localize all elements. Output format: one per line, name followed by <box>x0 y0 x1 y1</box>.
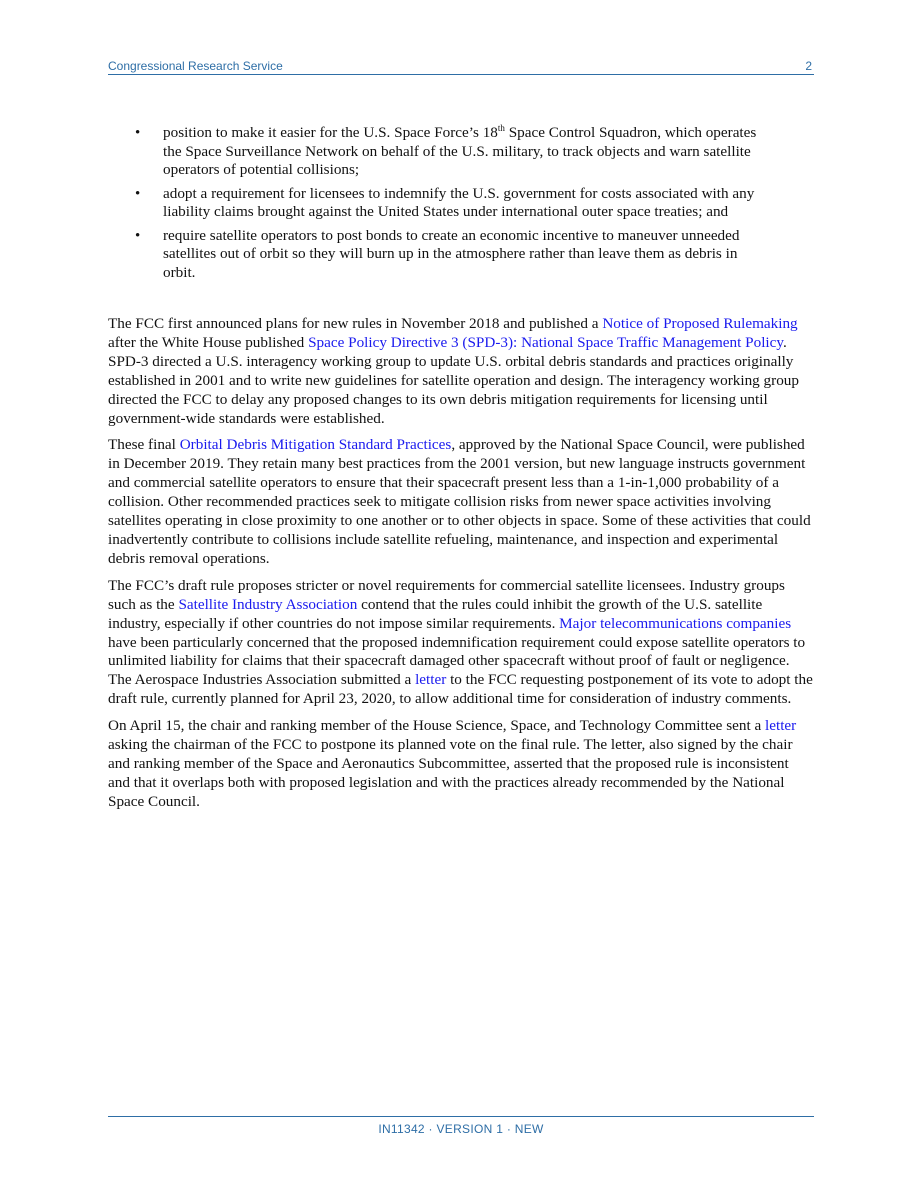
list-item <box>108 124 763 180</box>
paragraph-draft-rule <box>108 577 814 709</box>
bullet-text-part: Space Control Squadron, which operates the Space Surveillance Network on behalf of the U.S. military, to track objects and warn satellite operators of potential collisions; <box>163 124 757 178</box>
bullet-text: adopt a requirement for licensees to indemnify the U.S. government for costs associated with any liability claims brought against the United States under international outer space treaties; and <box>163 184 755 220</box>
page-header <box>108 58 814 75</box>
link-major-telecommunications-companies[interactable]: Major telecommunications companies <box>559 614 792 632</box>
page-number: 2 <box>805 59 812 73</box>
text-run: contend that the rules could inhibit the growth of the U.S. satellite industry, especially if other countries do not impose similar requirements. <box>108 595 763 632</box>
link-spd-3[interactable]: Space Policy Directive 3 (SPD-3): National Space Traffic Management Policy <box>308 333 783 351</box>
link-notice-of-proposed-rulemaking[interactable]: Notice of Proposed Rulemaking <box>602 315 798 332</box>
link-orbital-debris-practices[interactable]: Orbital Debris Mitigation Standard Practices <box>179 436 452 454</box>
list-item <box>108 185 763 222</box>
footer-report-id: IN11342 · VERSION 1 · NEW <box>378 1122 544 1136</box>
link-satellite-industry-association[interactable]: Satellite Industry Association <box>178 595 358 613</box>
text-run: after the White House published <box>108 333 309 351</box>
text-run: have been particularly concerned that the proposed indemnification requirement could expose satellite operators to unlimited liability for claims that their spacecraft damaged other spacecraft without proof of fault or negligence. The Aerospace Industries Association submitted a <box>108 633 806 689</box>
text-run: to the FCC requesting postponement of its vote to adopt the draft rule, currently planned for April 23, 2020, to allow additional time for consideration of industry comments. <box>108 671 813 708</box>
text-run: . SPD-3 directed a U.S. interagency working group to update U.S. orbital debris standards and practices originally established in 2001 and to write new guidelines for satellite operation and design. The interagency working group directed the FCC to delay any proposed changes to its own debris mitigation requirements for licensing until government-wide standards were established. <box>108 333 799 427</box>
text-run: asking the chairman of the FCC to postpone its planned vote on the final rule. The letter, also signed by the chair and ranking member of the Space and Aeronautics Subcommittee, asserted that the proposed rule is inconsistent and that it overlaps both with proposed legislation and with the practices already recommended by the National Space Council. <box>108 736 793 810</box>
bullet-icon: • <box>135 227 141 244</box>
bullet-icon: • <box>135 185 141 202</box>
text-run: The FCC’s draft rule proposes stricter or novel requirements for commercial satellite licensees. Industry groups such as the <box>108 576 785 613</box>
text-run: On April 15, the chair and ranking member of the House Science, Space, and Technology Committee sent a <box>108 717 766 735</box>
text-run: The FCC first announced plans for new rules in November 2018 and published a <box>108 315 603 332</box>
link-committee-letter[interactable]: letter <box>765 717 797 735</box>
paragraph-committee-letter <box>108 717 814 812</box>
text-run: , approved by the National Space Council, were published in December 2019. They retain many best practices from the 2001 version, but new language instructs government and commercial satellite operators to ensure that their spacecraft present less than a 1-in-1,000 probability of a collision. Other recommended practices seek to mitigate collision risks from newer space activities involving satellites operating in close proximity to one another or to other objects in space. Some of these activities that could inadvertently contribute to collisions include satellite refueling, maintenance, and inspection and experimental debris removal operations. <box>108 436 811 567</box>
superscript: th <box>497 122 505 133</box>
text-run: These final <box>108 436 180 454</box>
bullet-list <box>108 124 814 287</box>
bullet-text: require satellite operators to post bonds to create an economic incentive to maneuver unneeded satellites out of orbit so they will burn up in the atmosphere rather than leave them as debris in orbit. <box>163 226 740 281</box>
page-footer <box>108 1116 814 1136</box>
list-item <box>108 227 763 283</box>
paragraph-mitigation-practices <box>108 436 814 568</box>
paragraph-fcc-rules <box>108 315 814 428</box>
body-text <box>108 315 814 820</box>
bullet-icon: • <box>135 125 141 141</box>
bullet-text-part: position to make it easier for the U.S. Space Force’s 18 <box>163 124 498 141</box>
header-publisher: Congressional Research Service <box>108 59 283 73</box>
link-aia-letter[interactable]: letter <box>415 671 447 689</box>
